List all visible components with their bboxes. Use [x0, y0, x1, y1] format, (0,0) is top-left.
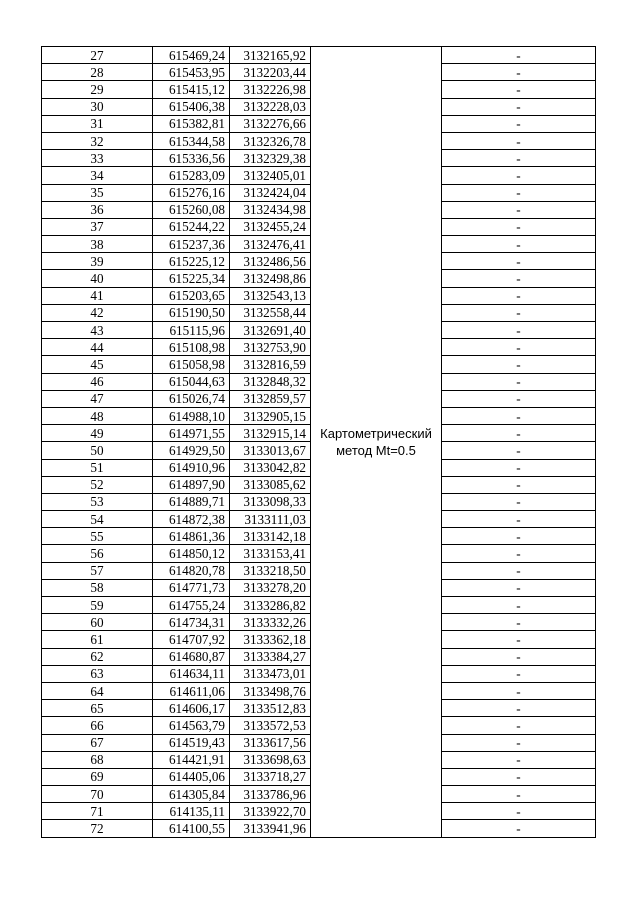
x-coordinate-cell: 615203,65: [153, 287, 230, 304]
y-coordinate-cell: 3133013,67: [230, 442, 311, 459]
method-line-1: Картометрический: [320, 425, 432, 441]
x-coordinate-cell: 615382,81: [153, 115, 230, 132]
accuracy-value-cell: -: [442, 442, 596, 459]
y-coordinate-cell: 3132455,24: [230, 218, 311, 235]
accuracy-value-cell: -: [442, 98, 596, 115]
y-coordinate-cell: 3133786,96: [230, 786, 311, 803]
x-coordinate-cell: 614929,50: [153, 442, 230, 459]
accuracy-value-cell: -: [442, 820, 596, 837]
x-coordinate-cell: 615225,12: [153, 253, 230, 270]
y-coordinate-cell: 3132405,01: [230, 167, 311, 184]
x-coordinate-cell: 615190,50: [153, 304, 230, 321]
y-coordinate-cell: 3133153,41: [230, 545, 311, 562]
x-coordinate-cell: 614988,10: [153, 407, 230, 424]
y-coordinate-cell: 3133042,82: [230, 459, 311, 476]
accuracy-value-cell: -: [442, 493, 596, 510]
y-coordinate-cell: 3132486,56: [230, 253, 311, 270]
x-coordinate-cell: 614889,71: [153, 493, 230, 510]
x-coordinate-cell: 615260,08: [153, 201, 230, 218]
x-coordinate-cell: 614680,87: [153, 648, 230, 665]
accuracy-value-cell: -: [442, 631, 596, 648]
accuracy-value-cell: -: [442, 751, 596, 768]
accuracy-value-cell: -: [442, 236, 596, 253]
y-coordinate-cell: 3132691,40: [230, 322, 311, 339]
point-number-cell: 35: [42, 184, 153, 201]
point-number-cell: 55: [42, 528, 153, 545]
x-coordinate-cell: 614910,96: [153, 459, 230, 476]
y-coordinate-cell: 3132203,44: [230, 64, 311, 81]
point-number-cell: 34: [42, 167, 153, 184]
point-number-cell: 32: [42, 132, 153, 149]
table-row: [42, 47, 596, 64]
y-coordinate-cell: 3132226,98: [230, 81, 311, 98]
x-coordinate-cell: 614634,11: [153, 665, 230, 682]
point-number-cell: 59: [42, 597, 153, 614]
y-coordinate-cell: 3132498,86: [230, 270, 311, 287]
y-coordinate-cell: 3132326,78: [230, 132, 311, 149]
x-coordinate-cell: 615453,95: [153, 64, 230, 81]
x-coordinate-cell: 614971,55: [153, 425, 230, 442]
method-line-2: метод Mt=0.5: [336, 442, 416, 458]
y-coordinate-cell: 3132434,98: [230, 201, 311, 218]
accuracy-value-cell: -: [442, 287, 596, 304]
accuracy-value-cell: -: [442, 682, 596, 699]
point-number-cell: 61: [42, 631, 153, 648]
accuracy-value-cell: -: [442, 47, 596, 64]
point-number-cell: 54: [42, 511, 153, 528]
x-coordinate-cell: 614305,84: [153, 786, 230, 803]
point-number-cell: 68: [42, 751, 153, 768]
accuracy-value-cell: -: [442, 373, 596, 390]
x-coordinate-cell: 615406,38: [153, 98, 230, 115]
accuracy-value-cell: -: [442, 665, 596, 682]
x-coordinate-cell: 614897,90: [153, 476, 230, 493]
x-coordinate-cell: 614563,79: [153, 717, 230, 734]
x-coordinate-cell: 615044,63: [153, 373, 230, 390]
point-number-cell: 64: [42, 682, 153, 699]
y-coordinate-cell: 3133384,27: [230, 648, 311, 665]
accuracy-value-cell: -: [442, 734, 596, 751]
accuracy-value-cell: -: [442, 786, 596, 803]
point-number-cell: 33: [42, 150, 153, 167]
y-coordinate-cell: 3132543,13: [230, 287, 311, 304]
y-coordinate-cell: 3133085,62: [230, 476, 311, 493]
y-coordinate-cell: 3132558,44: [230, 304, 311, 321]
y-coordinate-cell: 3132753,90: [230, 339, 311, 356]
accuracy-value-cell: -: [442, 562, 596, 579]
accuracy-value-cell: -: [442, 253, 596, 270]
accuracy-value-cell: -: [442, 356, 596, 373]
y-coordinate-cell: 3132329,38: [230, 150, 311, 167]
y-coordinate-cell: 3133362,18: [230, 631, 311, 648]
point-number-cell: 51: [42, 459, 153, 476]
x-coordinate-cell: 614519,43: [153, 734, 230, 751]
accuracy-value-cell: -: [442, 700, 596, 717]
x-coordinate-cell: 614872,38: [153, 511, 230, 528]
y-coordinate-cell: 3133111,03: [230, 511, 311, 528]
x-coordinate-cell: 614611,06: [153, 682, 230, 699]
x-coordinate-cell: 614755,24: [153, 597, 230, 614]
y-coordinate-cell: 3133922,70: [230, 803, 311, 820]
point-number-cell: 28: [42, 64, 153, 81]
accuracy-value-cell: -: [442, 545, 596, 562]
point-number-cell: 31: [42, 115, 153, 132]
x-coordinate-cell: 614771,73: [153, 579, 230, 596]
y-coordinate-cell: 3133332,26: [230, 614, 311, 631]
x-coordinate-cell: 614850,12: [153, 545, 230, 562]
accuracy-value-cell: -: [442, 184, 596, 201]
x-coordinate-cell: 615058,98: [153, 356, 230, 373]
x-coordinate-cell: 615276,16: [153, 184, 230, 201]
x-coordinate-cell: 615415,12: [153, 81, 230, 98]
accuracy-value-cell: -: [442, 476, 596, 493]
accuracy-value-cell: -: [442, 304, 596, 321]
accuracy-value-cell: -: [442, 614, 596, 631]
point-number-cell: 52: [42, 476, 153, 493]
point-number-cell: 42: [42, 304, 153, 321]
y-coordinate-cell: 3133473,01: [230, 665, 311, 682]
point-number-cell: 58: [42, 579, 153, 596]
y-coordinate-cell: 3133142,18: [230, 528, 311, 545]
y-coordinate-cell: 3132476,41: [230, 236, 311, 253]
y-coordinate-cell: 3132848,32: [230, 373, 311, 390]
point-number-cell: 49: [42, 425, 153, 442]
point-number-cell: 48: [42, 407, 153, 424]
x-coordinate-cell: 614100,55: [153, 820, 230, 837]
accuracy-value-cell: -: [442, 579, 596, 596]
accuracy-value-cell: -: [442, 270, 596, 287]
y-coordinate-cell: 3132816,59: [230, 356, 311, 373]
x-coordinate-cell: 615244,22: [153, 218, 230, 235]
y-coordinate-cell: 3132915,14: [230, 425, 311, 442]
point-number-cell: 69: [42, 768, 153, 785]
point-number-cell: 43: [42, 322, 153, 339]
x-coordinate-cell: 615283,09: [153, 167, 230, 184]
coordinates-table-body: [42, 47, 596, 838]
accuracy-value-cell: -: [442, 803, 596, 820]
x-coordinate-cell: 615344,58: [153, 132, 230, 149]
point-number-cell: 66: [42, 717, 153, 734]
x-coordinate-cell: 614707,92: [153, 631, 230, 648]
accuracy-value-cell: -: [442, 407, 596, 424]
point-number-cell: 57: [42, 562, 153, 579]
y-coordinate-cell: 3133698,63: [230, 751, 311, 768]
point-number-cell: 36: [42, 201, 153, 218]
point-number-cell: 70: [42, 786, 153, 803]
y-coordinate-cell: 3132905,15: [230, 407, 311, 424]
x-coordinate-cell: 614606,17: [153, 700, 230, 717]
accuracy-value-cell: -: [442, 425, 596, 442]
point-number-cell: 47: [42, 390, 153, 407]
y-coordinate-cell: 3133286,82: [230, 597, 311, 614]
point-number-cell: 67: [42, 734, 153, 751]
x-coordinate-cell: 615469,24: [153, 47, 230, 64]
point-number-cell: 41: [42, 287, 153, 304]
point-number-cell: 56: [42, 545, 153, 562]
y-coordinate-cell: 3133572,53: [230, 717, 311, 734]
y-coordinate-cell: 3133218,50: [230, 562, 311, 579]
y-coordinate-cell: 3132424,04: [230, 184, 311, 201]
accuracy-value-cell: -: [442, 390, 596, 407]
point-number-cell: 50: [42, 442, 153, 459]
x-coordinate-cell: 614861,36: [153, 528, 230, 545]
accuracy-value-cell: -: [442, 81, 596, 98]
x-coordinate-cell: 615237,36: [153, 236, 230, 253]
accuracy-value-cell: -: [442, 768, 596, 785]
x-coordinate-cell: 614135,11: [153, 803, 230, 820]
point-number-cell: 37: [42, 218, 153, 235]
accuracy-value-cell: -: [442, 717, 596, 734]
method-cell: [311, 47, 442, 838]
accuracy-value-cell: -: [442, 528, 596, 545]
point-number-cell: 72: [42, 820, 153, 837]
point-number-cell: 45: [42, 356, 153, 373]
point-number-cell: 39: [42, 253, 153, 270]
y-coordinate-cell: 3133512,83: [230, 700, 311, 717]
point-number-cell: 38: [42, 236, 153, 253]
y-coordinate-cell: 3132859,57: [230, 390, 311, 407]
point-number-cell: 60: [42, 614, 153, 631]
y-coordinate-cell: 3133941,96: [230, 820, 311, 837]
accuracy-value-cell: -: [442, 597, 596, 614]
accuracy-value-cell: -: [442, 64, 596, 81]
x-coordinate-cell: 614820,78: [153, 562, 230, 579]
x-coordinate-cell: 615108,98: [153, 339, 230, 356]
accuracy-value-cell: -: [442, 115, 596, 132]
point-number-cell: 30: [42, 98, 153, 115]
point-number-cell: 65: [42, 700, 153, 717]
y-coordinate-cell: 3132228,03: [230, 98, 311, 115]
x-coordinate-cell: 614421,91: [153, 751, 230, 768]
point-number-cell: 44: [42, 339, 153, 356]
accuracy-value-cell: -: [442, 322, 596, 339]
accuracy-value-cell: -: [442, 218, 596, 235]
point-number-cell: 62: [42, 648, 153, 665]
point-number-cell: 40: [42, 270, 153, 287]
accuracy-value-cell: -: [442, 339, 596, 356]
y-coordinate-cell: 3133718,27: [230, 768, 311, 785]
point-number-cell: 53: [42, 493, 153, 510]
y-coordinate-cell: 3133278,20: [230, 579, 311, 596]
accuracy-value-cell: -: [442, 648, 596, 665]
point-number-cell: 46: [42, 373, 153, 390]
y-coordinate-cell: 3132165,92: [230, 47, 311, 64]
y-coordinate-cell: 3133617,56: [230, 734, 311, 751]
accuracy-value-cell: -: [442, 459, 596, 476]
point-number-cell: 71: [42, 803, 153, 820]
point-number-cell: 29: [42, 81, 153, 98]
accuracy-value-cell: -: [442, 201, 596, 218]
x-coordinate-cell: 615115,96: [153, 322, 230, 339]
y-coordinate-cell: 3132276,66: [230, 115, 311, 132]
x-coordinate-cell: 615026,74: [153, 390, 230, 407]
accuracy-value-cell: -: [442, 150, 596, 167]
x-coordinate-cell: 615336,56: [153, 150, 230, 167]
accuracy-value-cell: -: [442, 511, 596, 528]
x-coordinate-cell: 614734,31: [153, 614, 230, 631]
accuracy-value-cell: -: [442, 132, 596, 149]
x-coordinate-cell: 615225,34: [153, 270, 230, 287]
x-coordinate-cell: 614405,06: [153, 768, 230, 785]
coordinates-table: [41, 46, 596, 838]
point-number-cell: 63: [42, 665, 153, 682]
y-coordinate-cell: 3133498,76: [230, 682, 311, 699]
accuracy-value-cell: -: [442, 167, 596, 184]
y-coordinate-cell: 3133098,33: [230, 493, 311, 510]
point-number-cell: 27: [42, 47, 153, 64]
